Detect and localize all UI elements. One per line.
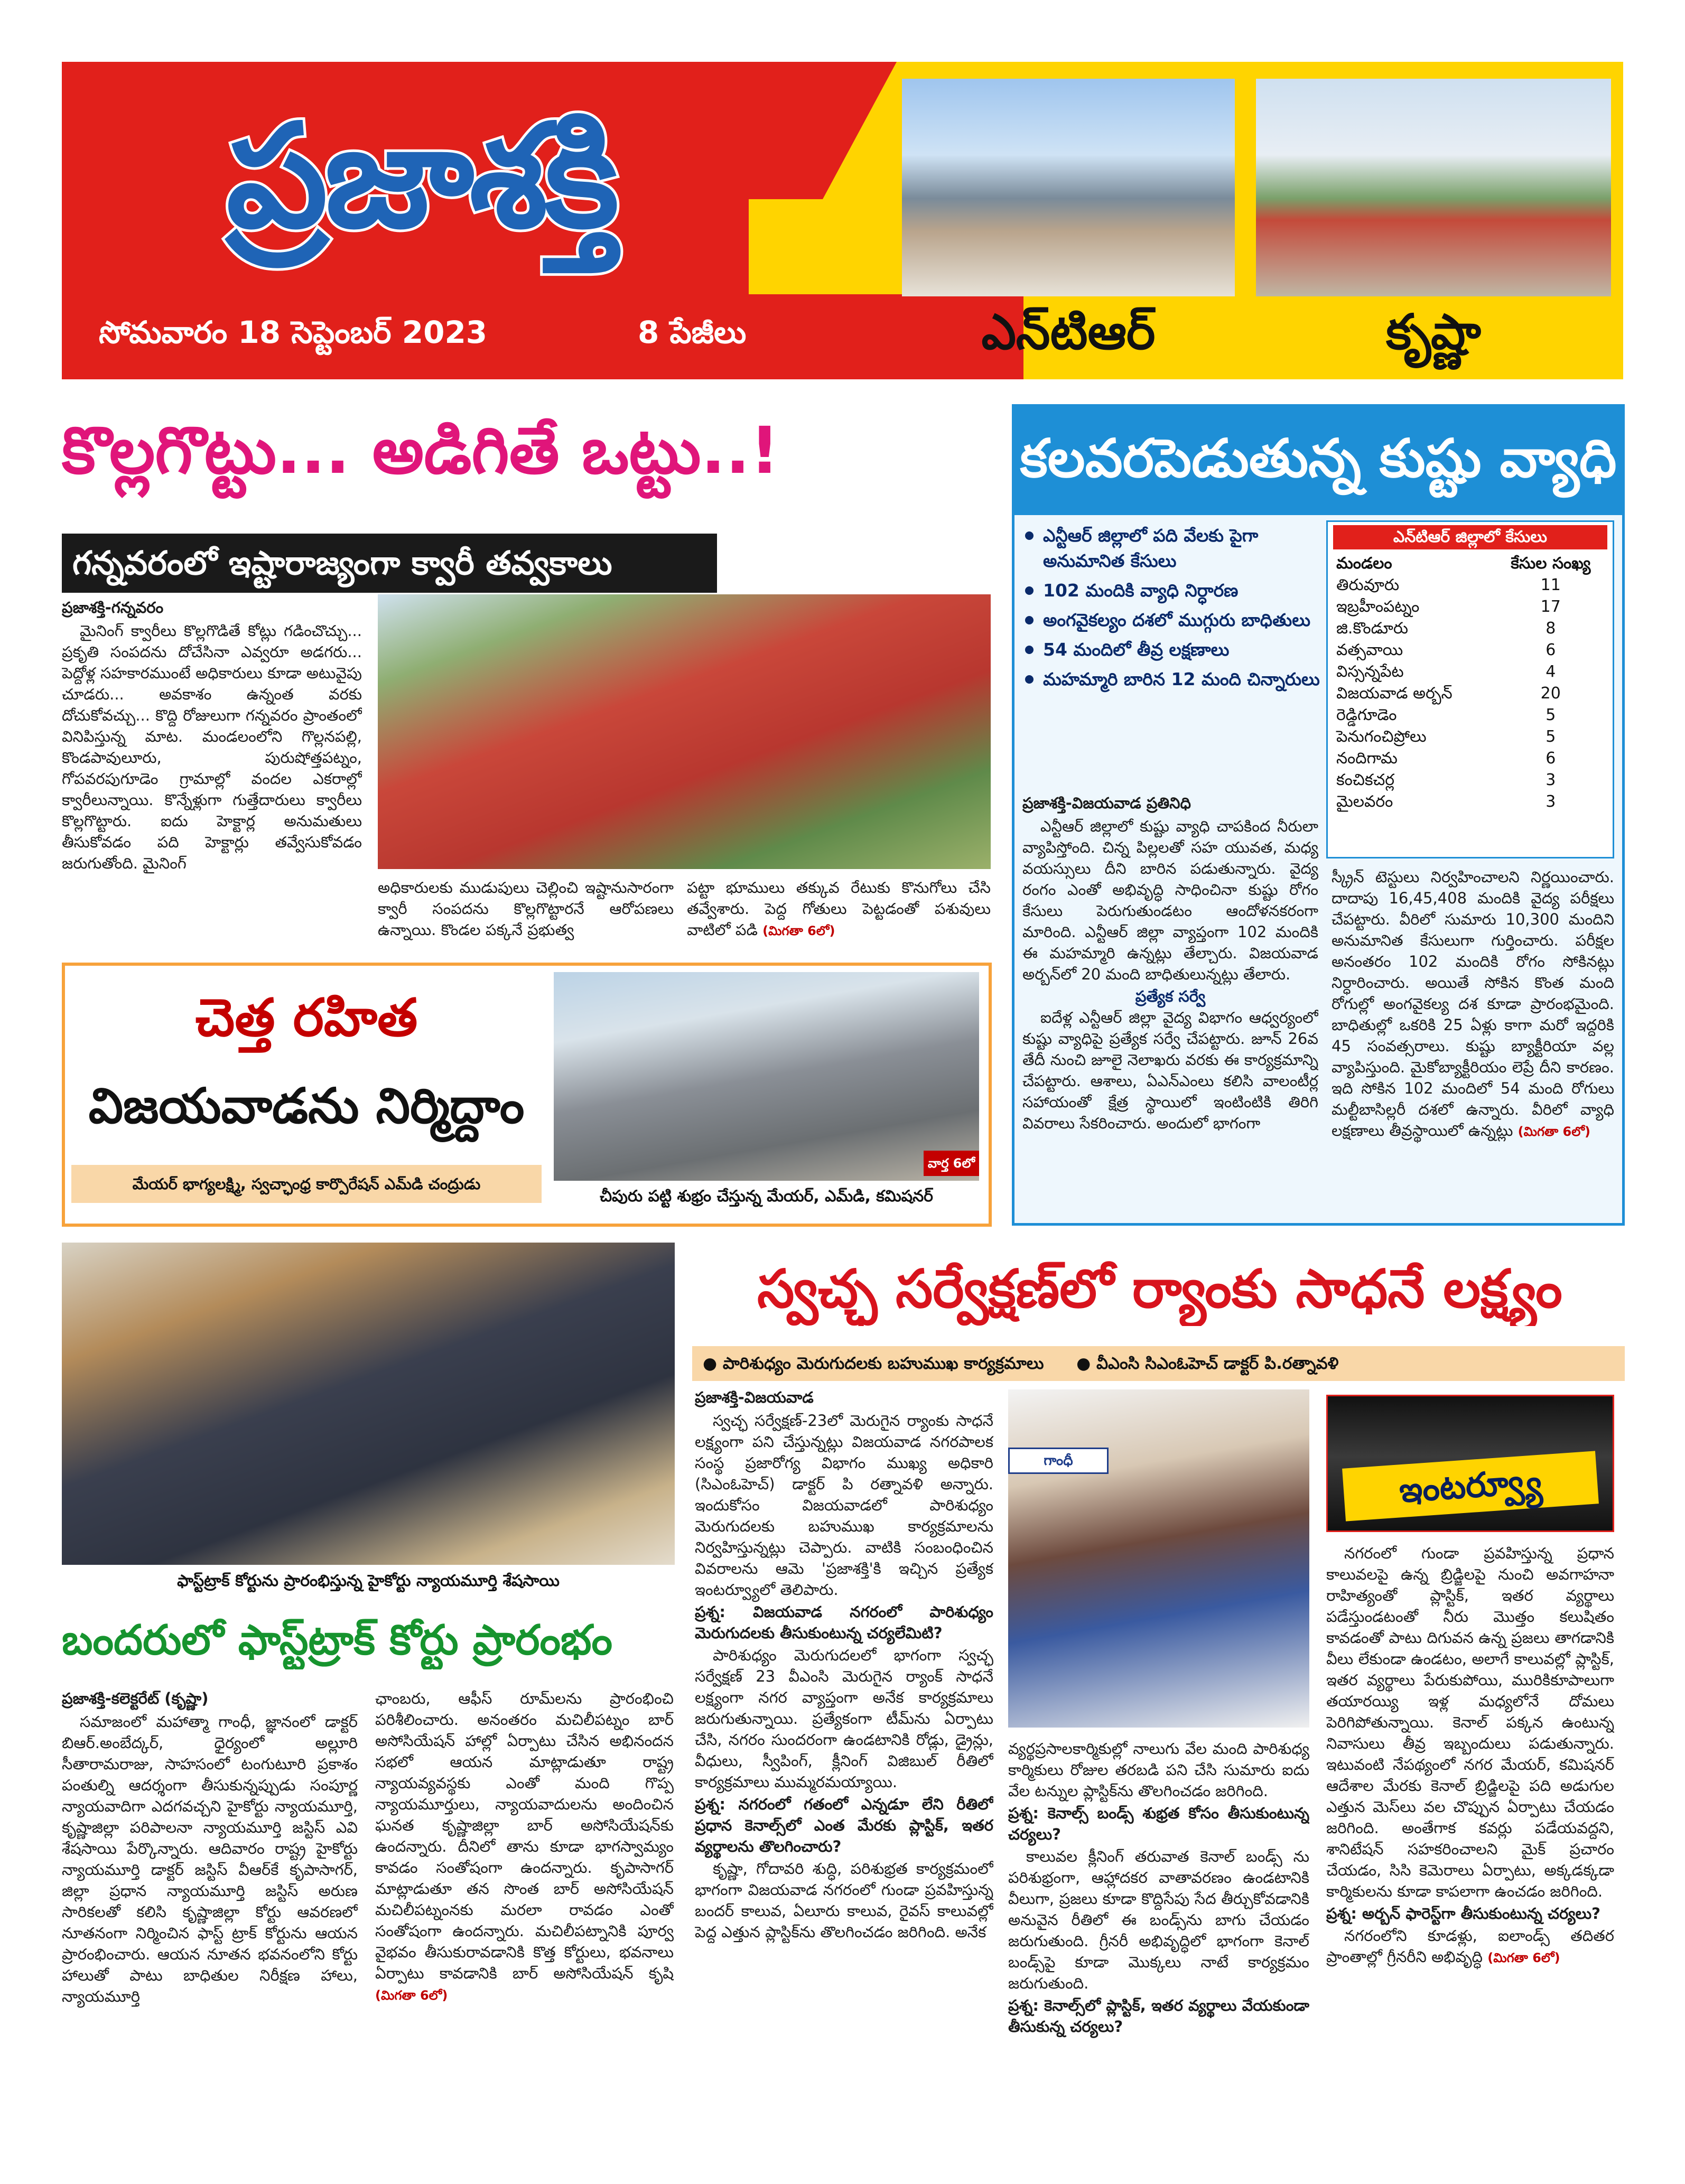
leprosy-bullet-4: 54 మందిలో తీవ్ర లక్షణాలు	[1025, 637, 1321, 662]
court-text-1: సమాజంలో మహాత్మా గాంధీ, జ్ఞానంలో డాక్టర్ బిఆర్.అంబేద్కర్, ధైర్యంలో అల్లూరి సీతారామరాజు, సాహసంలో టంగుటూరి ప్రకాశం పంతుల్ని ఆదర్శంగా తీసుకున్నప్పుడు సంపూర్ణ న్యాయవాదిగా ఎదగవచ్చని హైకోర్టు న్యాయమూర్తి, కృష్ణాజిల్లా పరిపాలనా న్యాయమూర్తి జస్టిస్ ఎవి శేషసాయి పేర్కొన్నారు. ఆదివారం రాష్ట్ర హైకోర్టు న్యాయమూర్తి డాక్టర్ జస్టిస్ వీఆర్‌కే కృపాసాగర్, జిల్లా ప్రధాన న్యాయమూర్తి జస్టిస్ అరుణ సారికలతో కలిసి కృష్ణాజిల్లా కోర్టు ఆవరణలో నూతనంగా నిర్మించిన ఫాస్ట్ ట్రాక్ కోర్టును ఆయన ప్రారంభించారు. ఆయన నూతన భవనంలోని కోర్టు హాలుతో పాటు బాధితుల నిరీక్షణ హాలు, న్యాయమూర్తి	[62, 1713, 358, 2005]
swachh-answer-1: పారిశుధ్యం మెరుగుదలలో భాగంగా స్వచ్ఛ సర్వేక్షణ్ 23 వీఎంసి మెరుగైన ర్యాంక్ సాధనే లక్ష్యంగా నగర వ్యాప్తంగా అనేక కార్యక్రమాలు జరుగుతున్నాయి. ప్రత్యేకంగా టీమ్‌ను ఏర్పాటు చేసి, నగరం సుందరంగా ఉండటానికి రోడ్లు, డ్రైన్లు, వీధులు, స్వీపింగ్, క్లీనింగ్ విజిబుల్ రీతిలో కార్యక్రమాలు ముమ్మరమయ్యాయి.	[695, 1646, 993, 1791]
swachh-question-5: ప్రశ్న: అర్బన్ ఫారెస్ట్‌గా తీసుకుంటున్న చర్యలు?	[1326, 1905, 1600, 1922]
swachh-continued: (మిగతా 6లో)	[1487, 1950, 1560, 1965]
swachh-headline: స్వచ్ఛ సర్వేక్షణ్‌లో ర్యాంకు సాధనే లక్ష్యం	[757, 1258, 1562, 1320]
swachh-text-2: వ్యర్థప్రసాలకార్మికుల్లో నాలుగు వేల మంది పారిశుధ్య కార్మికులు రోజుల తరబడి పని చేసి సుమారు ఐదు వేల టన్నుల ప్లాస్టిక్‌ను తొలగించడం జరిగింది.	[1008, 1740, 1309, 1800]
table-row: రెడ్డిగూడెం 5	[1336, 706, 1556, 724]
quarry-dateline: ప్రజాశక్తి-గన్నవరం	[62, 599, 164, 617]
leprosy-headline: కలవరపెడుతున్న కుష్టు వ్యాధి	[1012, 404, 1625, 512]
swachh-question-1: ప్రశ్న: విజయవాడ నగరంలో పారిశుధ్యం మెరుగుదలకు తీసుకుంటున్న చర్యలేమిటి?	[695, 1603, 993, 1642]
leprosy-dateline: ప్రజాశక్తి-విజయవాడ ప్రతినిధి	[1022, 794, 1191, 812]
court-column-2	[375, 1688, 674, 2153]
clean-city-byline: మేయర్ భాగ్యలక్ష్మి, స్వచ్ఛాంధ్ర కార్పొరేషన్ ఎమ్‌డి చంద్రుడు	[71, 1165, 542, 1203]
court-photo-caption: ఫాస్ట్‌ట్రాక్ కోర్టును ప్రారంభిస్తున్న హైకోర్టు న్యాయమూర్తి శేషసాయి	[177, 1572, 560, 1590]
swachh-column-1	[695, 1387, 993, 2153]
cases-table-box	[1326, 520, 1614, 858]
masthead-logo: ప్రజాశక్తి	[226, 93, 616, 259]
masthead-date: సోమవారం 18 సెప్టెంబర్ 2023	[99, 314, 488, 350]
leprosy-subhead: ప్రత్యేక సర్వే	[1135, 987, 1206, 1005]
quarry-text-2: అధికారులకు ముడుపులు చెల్లించి ఇష్టానుసారంగా క్వారీ సంపదను కొల్లగొట్టారనే ఆరోపణలు ఉన్నాయి. కొండల పక్కనే ప్రభుత్వ	[378, 879, 674, 939]
quarry-text-1: మైనింగ్ క్వారీలు కొల్లగొడితే కోట్లు గడించొచ్చు... ప్రకృతి సంపదను దోచేసినా ఎవ్వరూ అడగరు... పెద్దోళ్ల సహకారముంటే అధికారులు కూడా అటువైపు చూడరు... అవకాశం ఉన్నంత వరకు దోచుకోవచ్చు... కొద్ది రోజులుగా గన్నవరం ప్రాంతంలో వినిపిస్తున్న మాట. మండలంలోని గొల్లనపల్లి, కొండపావులూరు, పురుషోత్తపట్నం, గోపవరపుగూడెం గ్రామాల్లో వందల ఎకరాల్లో క్వారీలున్నాయి. కొన్నేళ్లుగా గుత్తేదారులు క్వారీలు కొల్లగొట్టారు. ఐదు హెక్టార్ల అనుమతులు తీసుకోవడం పది హెక్టార్లు తవ్వేసుకోవడం జరుగుతోంది. మైనింగ్	[62, 622, 362, 872]
table-row: ఇబ్రహీంపట్నం 17	[1336, 598, 1561, 616]
photo-signboard: గాంధీ	[1008, 1448, 1109, 1474]
edition-ntr: ఎన్‌టిఆర్	[981, 304, 1156, 360]
swachh-intro: స్వచ్ఛ సర్వేక్షణ్-23లో మెరుగైన ర్యాంకు సాధనే లక్ష్యంగా పని చేస్తున్నట్లు విజయవాడ నగరపాలక సంస్థ ప్రజారోగ్య విభాగం ముఖ్య అధికారి (సిఎంఓహెచ్) డాక్టర్ పి రత్నావళి అన్నారు. ఇందుకోసం విజయవాడలో పారిశుధ్యం మెరుగుదలకు బహుముఖ కార్యక్రమాలను నిర్వహిస్తున్నట్లు చెప్పారు. వాటికి సంబంధించిన వివరాలను ఆమె 'ప్రజాశక్తి'కి ఇచ్చిన ప్రత్యేక ఇంటర్వ్యూలో తెలిపారు.	[695, 1412, 993, 1599]
leprosy-text-1: ఎన్టీఆర్ జిల్లాలో కుష్టు వ్యాధి చాపకింద నీరులా వ్యాపిస్తోంది. చిన్న పిల్లలతో సహ యువత, మధ్య వయస్సులు దీని బారిన పడుతున్నారు. వైద్య రంగం ఎంతో అభివృద్ధి సాధించినా కుష్టు రోగం కేసులు పెరుగుతుండటం ఆందోళనకరంగా మారింది. ఎన్టీఆర్ జిల్లా వ్యాప్తంగా 102 మందికి ఈ మహమ్మారి ఉన్నట్లు తేల్చారు. విజయవాడ అర్బన్‌లో 20 మంది బాధితులున్నట్లు తేలారు.	[1022, 817, 1318, 983]
court-column-1	[62, 1688, 358, 2153]
table-row: జి.కొండూరు 8	[1336, 619, 1556, 638]
quarry-headline: కొల్లగొట్టు... అడిగితే ఒట్టు..!	[62, 413, 779, 488]
clean-city-line2: విజయవాడను నిర్మిద్దాం	[88, 1078, 525, 1134]
court-headline: బందరులో ఫాస్ట్‌ట్రాక్ కోర్టు ప్రారంభం	[62, 1617, 613, 1664]
leprosy-column-1	[1022, 792, 1318, 1220]
quarry-text-3: పట్టా భూములు తక్కువ రేటుకు కొనుగోలు చేసి తవ్వేశారు. పెద్ద గోతులు పెట్టడంతో పశువులు వాటిలో పడి (మిగతా 6లో)	[687, 879, 991, 939]
table-row: తిరువూరు 11	[1336, 576, 1561, 594]
cleanup-photo-caption: చీపురు పట్టి శుభ్రం చేస్తున్న మేయర్, ఎమ్‌డి, కమిషనర్	[600, 1187, 933, 1206]
court-text-2: ఛాంబరు, ఆఫీస్ రూమ్‌లను ప్రారంభించి పరిశీలించారు. అనంతరం మచిలీపట్నం బార్ అసోసియేషన్ హాల్లో ఏర్పాటు చేసిన అభినందన సభలో ఆయన మాట్లాడుతూ రాష్ట్ర న్యాయవ్యవస్థకు ఎంతో మంది గొప్ప న్యాయమూర్తులు, న్యాయవాదులను అందించిన ఘనత కృష్ణాజిల్లా బార్ అసోసియేషన్‌కు ఉందన్నారు. దీనిలో తాను కూడా భాగస్వామ్యం కావడం సంతోషంగా ఉందన్నారు. కృపాసాగర్ మాట్లాడుతూ తన సొంత బార్ అసోసియేషన్ మచిలీపట్నంనకు మరలా రావడం ఎంతో సంతోషంగా ఉందన్నారు. మచిలీపట్నానికి పూర్వ వైభవం తీసుకురావడానికి కొత్త కోర్టులు, భవనాలు ఏర్పాటు కావడానికి బార్ అసోసియేషన్ కృషి (మిగతా 6లో)	[375, 1690, 674, 2003]
interview-graphic	[1326, 1395, 1614, 1532]
prakasam-barrage-photo	[902, 79, 1235, 296]
leprosy-text-2: ఐదేళ్ల ఎన్టీఆర్ జిల్లా వైద్య విభాగం ఆధ్వర్యంలో కుష్టు వ్యాధిపై ప్రత్యేక సర్వే చేపట్టారు. జూన్ 26వ తేదీ నుంచి జూలై నెలాఖరు వరకు ఈ కార్యక్రమాన్ని చేపట్టారు. ఆశాలు, ఏఎన్ఎంలు కలిసి వాలంటీర్ల సహాయంతో క్షేత్ర స్థాయిలో ఇంటింటికి తిరిగి వివరాలు సేకరించారు. అందులో భాగంగా	[1022, 1009, 1318, 1132]
table-row: పెనుగంచిప్రోలు 5	[1336, 727, 1556, 746]
krishna-circle-photo	[1256, 79, 1611, 296]
quarry-continued: (మిగతా 6లో)	[762, 923, 835, 938]
ratnavali-photo	[1008, 1389, 1309, 1728]
leprosy-continued: (మిగతా 6లో)	[1518, 1124, 1590, 1139]
table-row: వత్సవాయి 6	[1336, 641, 1556, 659]
swachh-dateline: ప్రజాశక్తి-విజయవాడ	[695, 1388, 814, 1406]
masthead-pages: 8 పేజీలు	[638, 314, 747, 350]
cases-table-header: మండలం కేసుల సంఖ్య	[1336, 554, 1591, 573]
table-row: విస్సన్నపేట 4	[1336, 662, 1556, 681]
cases-table	[1333, 553, 1607, 813]
table-row: మైలవరం 3	[1336, 792, 1556, 811]
swachh-question-2: ప్రశ్న: నగరంలో గతంలో ఎన్నడూ లేని రీతిలో ప్రధాన కెనాల్స్‌లో ఎంత మేరకు ప్లాస్టిక్, ఇతర వ్యర్థాలను తొలగించారు?	[695, 1795, 993, 1855]
cases-table-title: ఎన్‌టిఆర్ జిల్లాలో కేసులు	[1333, 525, 1607, 549]
masthead	[62, 62, 1623, 379]
swachh-text-3: నగరంలో గుండా ప్రవహిస్తున్న ప్రధాన కాలువలపై ఉన్న బ్రిడ్జిలపై నుంచి అవగాహనా రాహిత్యంతో ప్లాస్టిక్, ఇతర వ్యర్థాలు పడేస్తుండటంతో నీరు మొత్తం కలుషితం కావడంతో పాటు దిగువన ఉన్న ప్రజలు తాగడానికి వీలు లేకుండా ఉండటం, అలాగే కాలువల్లో ప్లాస్టిక్, ఇతర వ్యర్థాలు పేరుకుపోయి, మురికికూపాలుగా తయారయ్యి ఇళ్ల మధ్యలోనే దోమలు పెరిగిపోతున్నాయి. కెనాల్ పక్కన ఉంటున్న నివాసులు తీవ్ర ఇబ్బందులు పడుతున్నారు. ఇటువంటి నేపథ్యంలో నగర మేయర్, కమిషనర్ ఆదేశాల మేరకు కెనాల్ బ్రిడ్జిలపై పది అడుగుల ఎత్తున మెస్‌లు వల చొప్పున ఏర్పాటు చేయడం జరిగింది. అంతేగాక కవర్లు పడేయవద్దని, శానిటేషన్ సహకరించాలని మైక్ ప్రచారం చేయడం, సిసి కెమెరాలు ఏర్పాటు, అక్కడక్కడా కార్మికులను కూడా కాపలాగా ఉంచడం జరిగింది.	[1326, 1544, 1614, 1900]
swachh-answer-2: కృష్ణా, గోదావరి శుద్ధి, పరిశుభ్రత కార్యక్రమంలో భాగంగా విజయవాడ నగరంలో గుండా ప్రవహిస్తున్న బందర్ కాలువ, ఏలూరు కాలువ, రైవస్ కాలువల్లో పెద్ద ఎత్తున ప్లాస్టిక్‌ను తొలగించడం జరిగింది. అనేక	[695, 1860, 993, 1941]
quarry-photo	[378, 594, 991, 869]
leprosy-text-3: స్క్రీన్ టెస్టులు నిర్వహించాలని నిర్ణయించారు. దాదాపు 16,45,408 మందికి వైద్య పరీక్షలు చేపట్టారు. వీరిలో సుమారు 10,300 మందిని అనుమానిత కేసులుగా గుర్తించారు. పరీక్షల అనంతరం 102 మందికి రోగం సోకినట్లు నిర్ధారించారు. అయితే సోకిన కొంత మంది రోగుల్లో అంగవైకల్య దశ కూడా ప్రారంభమైంది. బాధితుల్లో ఒకరికి 25 ఏళ్లు కాగా మరో ఇద్దరికి 45 సంవత్సరాలు. కుష్టు బ్యాక్టీరియా వల్ల వ్యాపిస్తుంది. మైకోబ్యాక్టీరియం లెప్రే దీని కారణం. ఇది సోకిన 102 మందిలో 54 మంది రోగులు మల్టీబాసిల్లరీ దశలో ఉన్నారు. వీరిలో వ్యాధి లక్షణాలు తీవ్రస్థాయిలో ఉన్నట్లు (మిగతా 6లో)	[1332, 868, 1614, 1140]
leprosy-bullet-2: 102 మందికి వ్యాధి నిర్ధారణ	[1025, 578, 1321, 603]
clean-city-line1: చెత్త రహిత	[195, 988, 418, 1048]
news-badge	[924, 1151, 979, 1176]
edition-krishna: కృష్ణా	[1386, 304, 1481, 360]
interview-label: ఇంటర్వ్యూ	[1342, 1451, 1599, 1521]
table-row: కంచికచర్ల 3	[1336, 771, 1556, 789]
table-row: నందిగామ 6	[1336, 749, 1556, 768]
swachh-question-4: ప్రశ్న: కెనాల్స్‌లో ప్లాస్టిక్, ఇతర వ్యర్థాలు వేయకుండా తీసుకున్న చర్యలు?	[1008, 1996, 1309, 2036]
leprosy-bullet-1: ఎన్టీఆర్ జిల్లాలో పది వేలకు పైగా అనుమానిత కేసులు	[1025, 523, 1321, 574]
news-badge-label: వార్త	[927, 1156, 949, 1171]
cleanup-photo	[554, 972, 979, 1181]
news-badge-page: 6లో	[953, 1156, 975, 1171]
swachh-answer-3: కాలువల క్లీనింగ్ తరువాత కెనాల్ బండ్స్ ను పరిశుభ్రంగా, ఆహ్లాదకర వాతావరణం ఉండటానికి వీలుగా, ప్రజలు కూడా కొద్దిసేపు సేద తీర్చుకోవడానికి అనువైన రీతిలో ఈ బండ్స్‌ను బాగు చేయడం జరుగుతుంది. గ్రీనరీ అభివృద్ధిలో భాగంగా కెనాల్ బండ్స్‌పై కూడా మొక్కలు నాటే కార్యక్రమం జరుగుతుంది.	[1008, 1847, 1309, 1992]
leprosy-bullet-5: మహమ్మారి బారిన 12 మంది చిన్నారులు	[1025, 667, 1321, 692]
leprosy-column-2	[1332, 866, 1614, 1220]
leprosy-bullet-3: అంగవైకల్యం దశలో ముగ్గురు బాధితులు	[1025, 608, 1321, 633]
swachh-answer-5: నగరంలోని కూడళ్లు, ఐలాండ్స్ తదితర ప్రాంతాల్లో గ్రీనరీని అభివృద్ధి (మిగతా 6లో)	[1326, 1927, 1614, 1966]
swachh-column-3	[1326, 1543, 1614, 2153]
court-dateline: ప్రజాశక్తి-కలెక్టరేట్ (కృష్ణా)	[62, 1690, 209, 1707]
swachh-bullet-1: ● పారిశుధ్యం మెరుగుదలకు బహుముఖ కార్యక్రమాలు	[703, 1354, 1044, 1373]
swachh-bullet-2: ● వీఎంసి సిఎంఓహెచ్ డాక్టర్ పి.రత్నావళి	[1076, 1354, 1339, 1373]
swachh-bullets	[692, 1346, 1625, 1381]
table-row: విజయవాడ అర్బన్ 20	[1336, 684, 1561, 703]
quarry-subhead: గన్నవరంలో ఇష్టారాజ్యంగా క్వారీ తవ్వకాలు	[62, 534, 717, 593]
court-continued: (మిగతా 6లో)	[375, 1988, 448, 2003]
quarry-column-1	[62, 597, 362, 1014]
swachh-question-3: ప్రశ్న: కెనాల్స్ బండ్స్ శుభ్రత కోసం తీసుకుంటున్న చర్యలు?	[1008, 1804, 1309, 1843]
court-inauguration-photo	[62, 1243, 675, 1565]
swachh-column-2	[1008, 1738, 1309, 2153]
leprosy-bullets	[1025, 523, 1321, 692]
